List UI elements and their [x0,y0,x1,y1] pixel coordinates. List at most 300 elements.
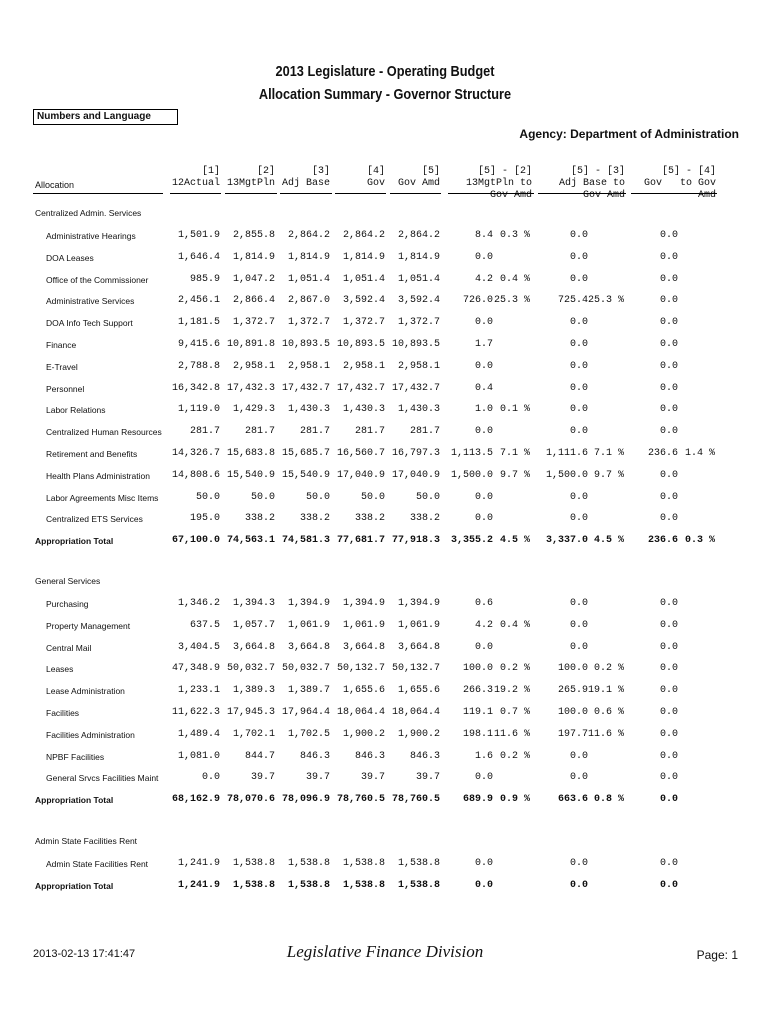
value-cell: 0.0 [474,879,493,891]
value-cell: 1,372.7 [232,317,275,329]
value-cell: 0.0 [569,491,588,503]
allocation-name: Facilities Administration [46,729,135,740]
value-cell: 2,456.1 [177,295,220,307]
value-cell: 0.0 [569,641,588,653]
header-rule [225,193,277,194]
value-cell: 1,429.3 [232,404,275,416]
allocation-name: Purchasing [46,599,89,609]
value-cell: 1,538.8 [287,879,330,891]
allocation-name: Labor Agreements Misc Items [46,492,159,503]
value-cell: 0.0 [474,317,493,329]
value-cell: 25.3 % [494,295,531,307]
allocation-name: Leases [46,664,74,675]
value-cell: 1,702.5 [287,728,330,740]
value-cell: 11.6 % [494,728,531,740]
value-cell: 15,540.9 [226,469,275,481]
value-cell: 1,181.5 [177,317,220,329]
value-cell: 1,430.3 [287,404,330,416]
value-cell: 2,958.1 [397,360,440,372]
value-cell: 25.3 % [588,295,625,307]
value-cell: 1,057.7 [232,619,275,631]
value-cell: 4.5 % [593,535,624,547]
col3-header: [3] Adj Base [281,166,330,189]
value-cell: 1,372.7 [397,317,440,329]
value-cell: 50,032.7 [281,663,330,675]
value-cell: 0.0 [659,707,678,718]
table-row [0,856,770,872]
value-cell: 78,096.9 [281,794,330,806]
value-cell: 0.0 [569,750,588,762]
value-cell: 1,346.2 [177,598,220,609]
value-cell: 3,664.8 [287,641,330,653]
header-rule [33,193,163,194]
table-row [0,618,770,634]
value-cell: 0.0 [659,879,678,891]
value-cell: 77,681.7 [336,535,385,547]
value-cell: 197.7 [557,728,588,740]
value-cell: 236.6 [647,448,678,459]
allocation-header: Allocation [35,180,75,190]
value-cell: 1,061.9 [342,619,385,631]
value-cell: 0.0 [474,772,493,784]
value-cell: 0.0 [659,858,678,869]
value-cell: 78,760.5 [336,794,385,806]
value-cell: 985.9 [189,273,220,285]
value-cell: 9.7 % [499,469,530,481]
value-cell: 0.0 [659,728,678,740]
value-cell: 0.8 % [593,794,624,806]
value-cell: 1,814.9 [342,251,385,263]
value-cell: 2,864.2 [397,230,440,241]
value-cell: 1,500.0 [450,469,493,481]
value-cell: 2,864.2 [287,230,330,241]
value-cell: 0.0 [659,251,678,263]
value-cell: 17,040.9 [391,469,440,481]
value-cell: 0.0 [659,273,678,285]
value-cell: 0.0 [659,750,678,762]
value-cell: 0.0 [569,426,588,438]
value-cell: 10,893.5 [281,339,330,350]
value-cell: 1,113.5 [450,448,493,459]
allocation-name: Administrative Hearings [46,231,136,241]
appropriation-total-row [0,792,770,808]
value-cell: 7.1 % [499,448,530,459]
table-row [0,250,770,266]
value-cell: 100.0 [557,707,588,718]
value-cell: 0.0 [569,598,588,609]
value-cell: 281.7 [354,426,385,438]
report-title: 2013 Legislature - Operating Budget [275,63,495,80]
value-cell: 3,664.8 [342,641,385,653]
value-cell: 10,891.8 [226,339,275,350]
value-cell: 0.0 [201,772,220,784]
value-cell: 7.1 % [593,448,624,459]
value-cell: 1,241.9 [177,858,220,869]
column-header [0,166,770,201]
value-cell: 15,540.9 [281,469,330,481]
allocation-name: Administrative Services [46,296,135,307]
value-cell: 4.5 % [499,535,530,547]
value-cell: 78,760.5 [391,794,440,806]
value-cell: 1,538.8 [342,879,385,891]
value-cell: 1.4 % [684,448,715,459]
col5-header: [5] Gov Amd [397,166,440,189]
value-cell: 50,132.7 [391,663,440,675]
value-cell: 3,592.4 [397,295,440,307]
value-cell: 50.0 [360,491,385,503]
table-row [0,661,770,677]
value-cell: 0.2 % [499,750,530,762]
table-row [0,402,770,418]
value-cell: 265.9 [557,685,588,697]
value-cell: 1,430.3 [342,404,385,416]
allocation-name: Centralized ETS Services [46,514,143,525]
table-row [0,228,770,244]
col1-header: [1] 12Actual [171,166,220,189]
value-cell: 0.4 % [499,619,530,631]
value-cell: 663.6 [557,794,588,806]
value-cell: 266.3 [462,685,493,697]
allocation-name: Retirement and Benefits [46,449,138,459]
value-cell: 15,685.7 [281,448,330,459]
value-cell: 1.7 [474,339,493,350]
allocation-name: Lease Administration [46,686,125,697]
value-cell: 2,867.0 [287,295,330,307]
value-cell: 0.0 [569,382,588,394]
value-cell: 0.3 % [684,535,715,547]
value-cell: 0.0 [569,404,588,416]
value-cell: 0.0 [659,426,678,438]
value-cell: 725.4 [557,295,588,307]
footer-page-number: Page: 1 [696,948,738,962]
value-cell: 10,893.5 [336,339,385,350]
appropriation-total-row [0,878,770,894]
value-cell: 338.2 [244,513,275,525]
value-cell: 1,119.0 [177,404,220,416]
table-row [0,381,770,397]
value-cell: 846.3 [299,750,330,762]
value-cell: 68,162.9 [171,794,220,806]
value-cell: 1,538.8 [232,879,275,891]
value-cell: 0.4 % [499,273,530,285]
value-cell: 17,964.4 [281,707,330,718]
value-cell: 2,958.1 [287,360,330,372]
value-cell: 2,958.1 [232,360,275,372]
numbers-language-label: Numbers and Language [33,109,178,125]
value-cell: 1,646.4 [177,251,220,263]
value-cell: 19.2 % [494,685,531,697]
value-cell: 0.0 [569,858,588,869]
value-cell: 1,051.4 [397,273,440,285]
value-cell: 1,233.1 [177,685,220,697]
value-cell: 689.9 [462,794,493,806]
value-cell: 0.0 [659,317,678,329]
value-cell: 2,958.1 [342,360,385,372]
value-cell: 1,394.9 [287,598,330,609]
value-cell: 47,348.9 [171,663,220,675]
allocation-name: Personnel [46,383,85,394]
allocation-name: Centralized Human Resources [46,427,162,438]
value-cell: 0.0 [659,339,678,350]
value-cell: 0.1 % [499,404,530,416]
value-cell: 74,581.3 [281,535,330,547]
value-cell: 1,051.4 [342,273,385,285]
allocation-name: DOA Info Tech Support [46,318,133,329]
footer-division: Legislative Finance Division [286,942,484,961]
appropriation-total-row [0,533,770,549]
value-cell: 0.0 [474,513,493,525]
value-cell: 1,655.6 [397,685,440,697]
value-cell: 1,702.1 [232,728,275,740]
value-cell: 0.9 % [499,794,530,806]
value-cell: 78,070.6 [226,794,275,806]
value-cell: 50.0 [195,491,220,503]
allocation-name: General Srvcs Facilities Maint [46,773,159,784]
table-row [0,596,770,612]
value-cell: 17,040.9 [336,469,385,481]
value-cell: 1,500.0 [545,469,588,481]
value-cell: 0.0 [474,491,493,503]
allocation-name: Office of the Commissioner [46,274,149,285]
value-cell: 1,051.4 [287,273,330,285]
value-cell: 338.2 [354,513,385,525]
value-cell: 100.0 [462,663,493,675]
col7-header: [5] - [3] Adj Base to Gov Amd [558,166,625,201]
value-cell: 17,432.7 [281,382,330,394]
value-cell: 17,432.3 [226,382,275,394]
table-row [0,315,770,331]
value-cell: 0.0 [474,641,493,653]
header-rule [170,193,221,194]
value-cell: 1,489.4 [177,728,220,740]
value-cell: 3,337.0 [545,535,588,547]
value-cell: 0.0 [569,879,588,891]
value-cell: 50.0 [305,491,330,503]
value-cell: 0.0 [569,513,588,525]
value-cell: 1,111.6 [545,448,588,459]
value-cell: 39.7 [415,772,440,784]
table-row [0,337,770,353]
value-cell: 1,372.7 [342,317,385,329]
value-cell: 1,372.7 [287,317,330,329]
value-cell: 1,389.7 [287,685,330,697]
value-cell: 0.0 [569,360,588,372]
value-cell: 1.0 [474,404,493,416]
table-row [0,424,770,440]
value-cell: 0.6 % [593,707,624,718]
table-row [0,705,770,721]
allocation-name: Finance [46,340,77,350]
value-cell: 0.2 % [499,663,530,675]
header-rule [335,193,386,194]
allocation-name: Health Plans Administration [46,470,150,481]
value-cell: 3,404.5 [177,641,220,653]
table-row [0,293,770,309]
value-cell: 1,047.2 [232,273,275,285]
header-rule [390,193,441,194]
value-cell: 17,432.7 [391,382,440,394]
value-cell: 50,132.7 [336,663,385,675]
value-cell: 1,501.9 [177,230,220,241]
value-cell: 1,900.2 [397,728,440,740]
section-header: Admin State Facilities Rent [35,836,138,846]
value-cell: 0.0 [659,230,678,241]
value-cell: 1,394.3 [232,598,275,609]
value-cell: 846.3 [354,750,385,762]
value-cell: 14,808.6 [171,469,220,481]
value-cell: 39.7 [360,772,385,784]
value-cell: 17,945.3 [226,707,275,718]
value-cell: 39.7 [250,772,275,784]
value-cell: 2,855.8 [232,230,275,241]
allocation-name: Admin State Facilities Rent [46,859,149,869]
value-cell: 1,538.8 [397,858,440,869]
value-cell: 0.0 [474,858,493,869]
value-cell: 67,100.0 [171,535,220,547]
table-row [0,468,770,484]
value-cell: 236.6 [647,535,678,547]
value-cell: 0.4 [474,382,493,394]
agency-label: Agency: Department of Administration [519,127,739,141]
value-cell: 281.7 [409,426,440,438]
allocation-name: DOA Leases [46,252,94,263]
value-cell: 2,866.4 [232,295,275,307]
value-cell: 1,900.2 [342,728,385,740]
value-cell: 0.0 [474,426,493,438]
value-cell: 50.0 [250,491,275,503]
value-cell: 50,032.7 [226,663,275,675]
value-cell: 4.2 [474,273,493,285]
value-cell: 195.0 [189,513,220,525]
value-cell: 18,064.4 [391,707,440,718]
value-cell: 0.0 [659,598,678,609]
value-cell: 1,061.9 [287,619,330,631]
value-cell: 11,622.3 [171,707,220,718]
value-cell: 0.6 [474,598,493,609]
value-cell: 14,326.7 [171,448,220,459]
col6-header: [5] - [2] 13MgtPln to Gov Amd [465,166,532,201]
value-cell: 8.4 [474,230,493,241]
value-cell: 18,064.4 [336,707,385,718]
value-cell: 1,389.3 [232,685,275,697]
header-rule [631,193,717,194]
value-cell: 17,432.7 [336,382,385,394]
value-cell: 281.7 [299,426,330,438]
value-cell: 1,538.8 [232,858,275,869]
header-rule [448,193,534,194]
value-cell: 1,538.8 [342,858,385,869]
value-cell: 0.0 [659,404,678,416]
value-cell: 1,394.9 [342,598,385,609]
value-cell: 1,538.8 [287,858,330,869]
table-row [0,490,770,506]
value-cell: 1,655.6 [342,685,385,697]
value-cell: 0.0 [569,619,588,631]
value-cell: 1,241.9 [177,879,220,891]
table-row [0,683,770,699]
value-cell: 0.0 [659,295,678,307]
value-cell: 0.0 [659,794,678,806]
value-cell: 0.0 [659,685,678,697]
value-cell: 0.7 % [499,707,530,718]
value-cell: 1,814.9 [397,251,440,263]
table-row [0,272,770,288]
allocation-name: Central Mail [46,642,92,653]
value-cell: 3,664.8 [397,641,440,653]
value-cell: 726.0 [462,295,493,307]
allocation-name: Appropriation Total [35,880,114,891]
value-cell: 16,342.8 [171,382,220,394]
value-cell: 0.0 [569,273,588,285]
value-cell: 844.7 [244,750,275,762]
value-cell: 4.2 [474,619,493,631]
value-cell: 0.0 [569,772,588,784]
value-cell: 0.3 % [499,230,530,241]
allocation-name: Appropriation Total [35,536,114,547]
value-cell: 0.2 % [593,663,624,675]
value-cell: 0.0 [659,382,678,394]
value-cell: 16,797.3 [391,448,440,459]
value-cell: 74,563.1 [226,535,275,547]
col8-header: [5] - [4] Gov to Gov Amd [643,166,716,201]
table-row [0,359,770,375]
table-row [0,446,770,462]
value-cell: 0.0 [659,360,678,372]
value-cell: 0.0 [569,251,588,263]
value-cell: 281.7 [189,426,220,438]
value-cell: 119.1 [462,707,493,718]
value-cell: 15,683.8 [226,448,275,459]
value-cell: 0.0 [659,469,678,481]
value-cell: 0.0 [474,360,493,372]
value-cell: 3,355.2 [450,535,493,547]
table-row [0,749,770,765]
value-cell: 9.7 % [593,469,624,481]
value-cell: 846.3 [409,750,440,762]
value-cell: 2,788.8 [177,360,220,372]
report-subtitle: Allocation Summary - Governor Structure [258,86,512,103]
value-cell: 0.0 [659,619,678,631]
value-cell: 1.6 [474,750,493,762]
value-cell: 16,560.7 [336,448,385,459]
value-cell: 1,081.0 [177,750,220,762]
value-cell: 0.0 [659,513,678,525]
section-header: General Services [35,576,101,586]
value-cell: 1,538.8 [397,879,440,891]
value-cell: 3,664.8 [232,641,275,653]
value-cell: 1,394.9 [397,598,440,609]
value-cell: 198.1 [462,728,493,740]
value-cell: 3,592.4 [342,295,385,307]
value-cell: 0.0 [569,230,588,241]
value-cell: 100.0 [557,663,588,675]
value-cell: 0.0 [659,491,678,503]
allocation-name: Appropriation Total [35,795,114,806]
value-cell: 281.7 [244,426,275,438]
value-cell: 0.0 [659,641,678,653]
table-row [0,511,770,527]
value-cell: 0.0 [659,772,678,784]
value-cell: 0.0 [569,317,588,329]
value-cell: 1,814.9 [287,251,330,263]
value-cell: 10,893.5 [391,339,440,350]
col4-header: [4] Gov [366,166,385,189]
value-cell: 1,430.3 [397,404,440,416]
value-cell: 39.7 [305,772,330,784]
value-cell: 1,061.9 [397,619,440,631]
allocation-name: E-Travel [46,361,78,372]
header-rule [538,193,626,194]
